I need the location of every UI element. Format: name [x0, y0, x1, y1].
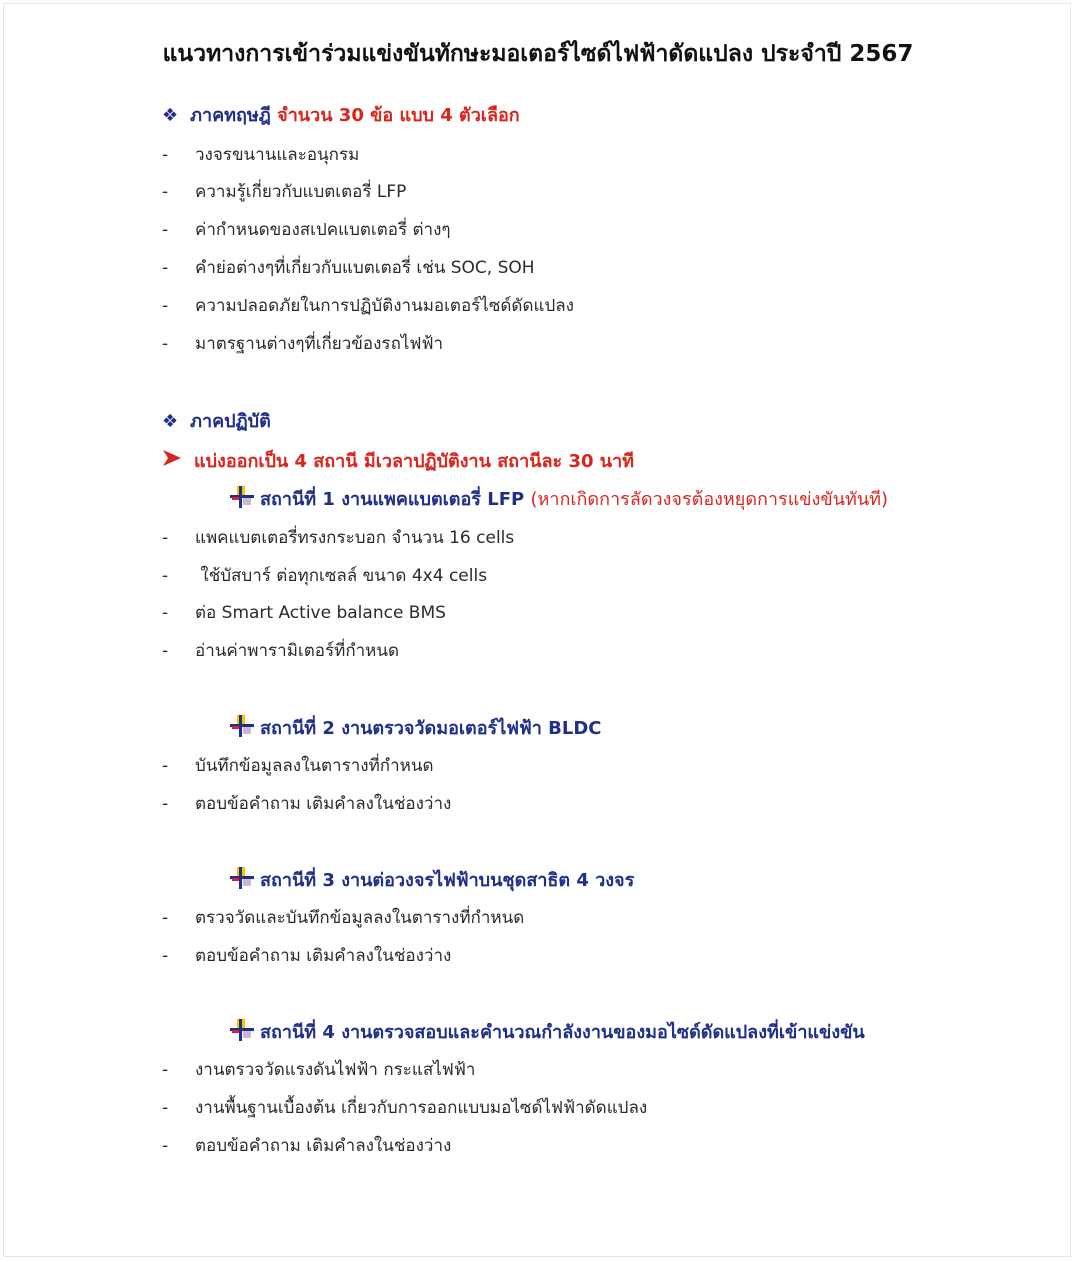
station-3-heading: สถานีที่ 3 งานต่อวงจรไฟฟ้าบนชุดสาธิต 4 วงจร [230, 865, 634, 894]
theory-heading-label: ภาคทฤษฎี [190, 105, 271, 126]
arrow-bullet-icon [162, 449, 182, 472]
practice-heading-label: ภาคปฏิบัติ [190, 411, 271, 432]
diamond-bullet-icon: ❖ [162, 411, 179, 432]
station-1-heading: สถานีที่ 1 งานแพคแบตเตอรี่ LFP (หากเกิดการลัดวงจรต้องหยุดการแข่งขันทันที) [230, 484, 888, 513]
theory-heading [162, 100, 520, 129]
list-item: - วงจรขนานและอนุกรม [162, 145, 360, 165]
list-item: - งานพื้นฐานเบื้องต้น เกี่ยวกับการออกแบบมอไซด์ไฟฟ้าดัดแปลง [162, 1098, 648, 1118]
station-4-heading: สถานีที่ 4 งานตรวจสอบและคำนวณกำลังงานของมอไซด์ดัดแปลงที่เข้าแข่งขัน [230, 1017, 865, 1046]
list-item: - ต่อ Smart Active balance BMS [162, 603, 446, 623]
list-item: - ค่ากำหนดของสเปคแบตเตอรี่ ต่างๆ [162, 220, 451, 240]
list-item: - ตรวจวัดและบันทึกข้อมูลลงในตารางที่กำหนด [162, 908, 525, 928]
list-item: - อ่านค่าพารามิเตอร์ที่กำหนด [162, 641, 400, 661]
list-item: - ความปลอดภัยในการปฏิบัติงานมอเตอร์ไซด์ดัดแปลง [162, 296, 574, 316]
theory-heading-detail: จำนวน 30 ข้อ แบบ 4 ตัวเลือก [277, 105, 520, 126]
practice-summary: แบ่งออกเป็น 4 สถานี มีเวลาปฏิบัติงาน สถานีละ 30 นาที [162, 446, 634, 475]
list-item: - คำย่อต่างๆที่เกี่ยวกับแบตเตอรี่ เช่น SOC, SOH [162, 258, 535, 278]
list-item: - ใช้บัสบาร์ ต่อทุกเซลล์ ขนาด 4x4 cells [162, 566, 488, 586]
cross-bullet-icon [230, 715, 254, 742]
list-item: - ตอบข้อคำถาม เติมคำลงในช่องว่าง [162, 794, 452, 814]
cross-bullet-icon [230, 867, 254, 894]
page-title: แนวทางการเข้าร่วมแข่งขันทักษะมอเตอร์ไซด์ไฟฟ้าดัดแปลง ประจำปี 2567 [162, 41, 914, 67]
list-item: - ความรู้เกี่ยวกับแบตเตอรี่ LFP [162, 182, 407, 202]
cross-bullet-icon [230, 486, 254, 513]
list-item: - บันทึกข้อมูลลงในตารางที่กำหนด [162, 756, 434, 776]
list-item: - มาตรฐานต่างๆที่เกี่ยวข้องรถไฟฟ้า [162, 334, 444, 354]
diamond-bullet-icon: ❖ [162, 105, 179, 126]
list-item: - แพคแบตเตอรี่ทรงกระบอก จำนวน 16 cells [162, 528, 515, 548]
cross-bullet-icon [230, 1019, 254, 1046]
list-item: - งานตรวจวัดแรงดันไฟฟ้า กระแสไฟฟ้า [162, 1060, 476, 1080]
station-2-heading: สถานีที่ 2 งานตรวจวัดมอเตอร์ไฟฟ้า BLDC [230, 713, 601, 742]
station-1-note: (หากเกิดการลัดวงจรต้องหยุดการแข่งขันทันที) [530, 489, 889, 510]
list-item: - ตอบข้อคำถาม เติมคำลงในช่องว่าง [162, 1136, 452, 1156]
list-item: - ตอบข้อคำถาม เติมคำลงในช่องว่าง [162, 946, 452, 966]
practice-heading [162, 406, 271, 435]
